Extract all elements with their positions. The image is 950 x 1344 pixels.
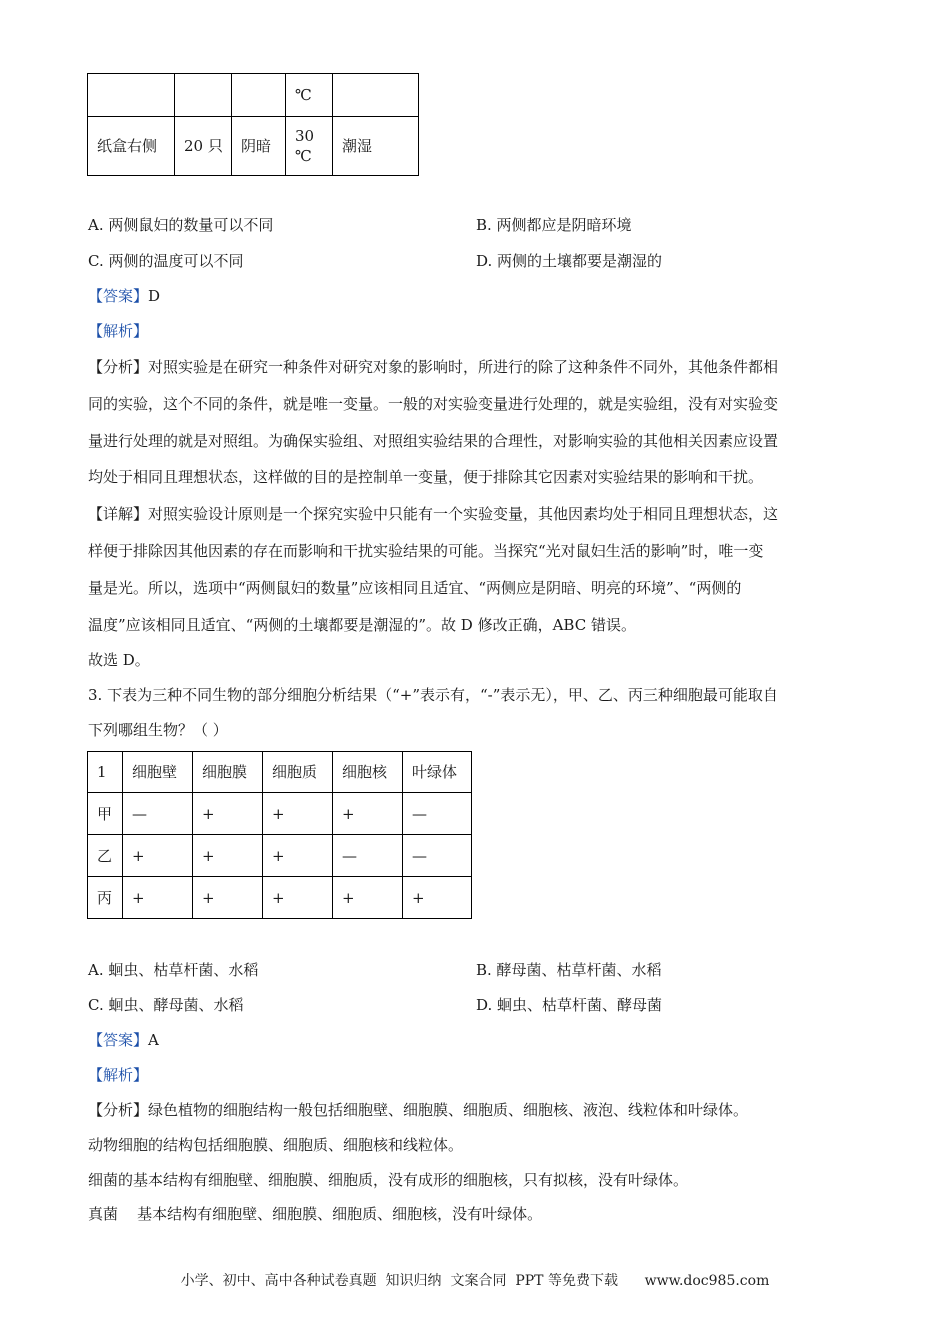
table-cell: 潮湿 — [333, 117, 419, 176]
option-c: C. 蛔虫、酵母菌、水稻 — [88, 996, 244, 1014]
table-header-cell: 1 — [88, 752, 123, 793]
table-cell: 丙 — [88, 877, 123, 919]
option-a: A. 两侧鼠妇的数量可以不同 — [88, 216, 274, 234]
table-cell: 纸盒右侧 — [88, 117, 175, 176]
answer-line — [88, 1029, 159, 1050]
answer-value: A — [148, 1031, 159, 1049]
table-header-row — [88, 752, 472, 793]
table-cell: + — [123, 835, 193, 877]
option-b: B. 酵母菌、枯草杆菌、水稻 — [476, 961, 662, 979]
question-stem: 下列哪组生物？（ ） — [88, 721, 228, 739]
table-cell: 甲 — [88, 793, 123, 835]
table-header-cell: 细胞膜 — [193, 752, 263, 793]
table-cell: + — [333, 877, 403, 919]
detail-line: 样便于排除因其他因素的存在而影响和干扰实验结果的可能。当探究“光对鼠妇生活的影响”时，唯一变 — [88, 542, 764, 560]
table-cell: + — [333, 793, 403, 835]
table-cell: + — [263, 835, 333, 877]
answer-value: D — [148, 287, 161, 305]
analysis-tag: 【分析】 — [88, 358, 149, 376]
option-d: D. 两侧的土壤都要是潮湿的 — [476, 252, 663, 270]
analysis-line: 量进行处理的就是对照组。为确保实验组、对照组实验结果的合理性，对影响实验的其他相关因素应设置 — [88, 432, 779, 450]
table-cell — [232, 74, 286, 117]
table-cell: 20 只 — [175, 117, 232, 176]
table-header-cell: 细胞壁 — [123, 752, 193, 793]
detail-line: 【详解】对照实验设计原则是一个探究实验中只能有一个实验变量，其他因素均处于相同且理想状态，这 — [88, 505, 779, 523]
table-cell: — — [333, 835, 403, 877]
table-cell — [175, 74, 232, 117]
option-a: A. 蛔虫、枯草杆菌、水稻 — [88, 961, 259, 979]
analysis-line: 【分析】对照实验是在研究一种条件对研究对象的影响时，所进行的除了这种条件不同外，其他条件都相 — [88, 358, 779, 376]
detail-tag: 【详解】 — [88, 505, 149, 523]
analysis-line: 均处于相同且理想状态，这样做的目的是控制单一变量，便于排除其它因素对实验结果的影响和干扰。 — [88, 468, 764, 486]
table-header-cell: 细胞质 — [263, 752, 333, 793]
table-cell: — — [403, 835, 472, 877]
analysis-line: 真菌 基本结构有细胞壁、细胞膜、细胞质、细胞核，没有叶绿体。 — [88, 1205, 543, 1223]
page-footer: 小学、初中、高中各种试卷真题 知识归纳 文案合同 PPT 等免费下载 www.doc985.com — [180, 1273, 770, 1289]
table-cell: + — [123, 877, 193, 919]
option-c: C. 两侧的温度可以不同 — [88, 252, 244, 270]
table-cell: + — [403, 877, 472, 919]
table-header-cell: 叶绿体 — [403, 752, 472, 793]
table-header-cell: 细胞核 — [333, 752, 403, 793]
table-cell: + — [263, 877, 333, 919]
table-cell: 阴暗 — [232, 117, 286, 176]
table-row — [88, 74, 419, 117]
table-cell: 30 ℃ — [286, 117, 333, 176]
option-b: B. 两侧都应是阴暗环境 — [476, 216, 632, 234]
table-cell: + — [263, 793, 333, 835]
analysis-tag: 【分析】 — [88, 1101, 149, 1119]
table-cell: — — [123, 793, 193, 835]
question-stem: 3. 下表为三种不同生物的部分细胞分析结果（“+”表示有，“-”表示无），甲、乙、丙三种细胞最可能取自 — [88, 686, 778, 704]
answer-line — [88, 285, 160, 306]
option-d: D. 蛔虫、枯草杆菌、酵母菌 — [476, 996, 663, 1014]
analysis-line: 同的实验，这个不同的条件，就是唯一变量。一般的对实验变量进行处理的，就是实验组，没有对实验变 — [88, 395, 779, 413]
table-cell: + — [193, 877, 263, 919]
table-cell: 乙 — [88, 835, 123, 877]
analysis-line: 细菌的基本结构有细胞壁、细胞膜、细胞质，没有成形的细胞核，只有拟核，没有叶绿体。 — [88, 1171, 689, 1189]
answer-tag: 【答案】 — [88, 287, 149, 305]
detail-line: 温度”应该相同且适宜、“两侧的土壤都要是潮湿的”。故 D 修改正确，ABC 错误。 — [88, 616, 636, 634]
conclusion: 故选 D。 — [88, 651, 150, 669]
answer-tag: 【答案】 — [88, 1031, 149, 1049]
analysis-line: 【分析】绿色植物的细胞结构一般包括细胞壁、细胞膜、细胞质、细胞核、液泡、线粒体和叶绿体。 — [88, 1101, 749, 1119]
table-cell — [88, 74, 175, 117]
table-row — [88, 877, 472, 919]
explain-tag: 【解析】 — [88, 1066, 149, 1084]
table-cell: ℃ — [286, 74, 333, 117]
experiment-table — [87, 73, 419, 176]
table-cell: — — [403, 793, 472, 835]
table-row — [88, 117, 419, 176]
table-cell: + — [193, 835, 263, 877]
detail-line: 量是光。所以，选项中“两侧鼠妇的数量”应该相同且适宜、“两侧应是阴暗、明亮的环境”、“两侧的 — [88, 579, 742, 597]
table-row — [88, 835, 472, 877]
analysis-line: 动物细胞的结构包括细胞膜、细胞质、细胞核和线粒体。 — [88, 1136, 464, 1154]
table-cell: + — [193, 793, 263, 835]
explain-tag: 【解析】 — [88, 322, 149, 340]
table-cell — [333, 74, 419, 117]
table-row — [88, 793, 472, 835]
cell-analysis-table — [87, 751, 472, 919]
